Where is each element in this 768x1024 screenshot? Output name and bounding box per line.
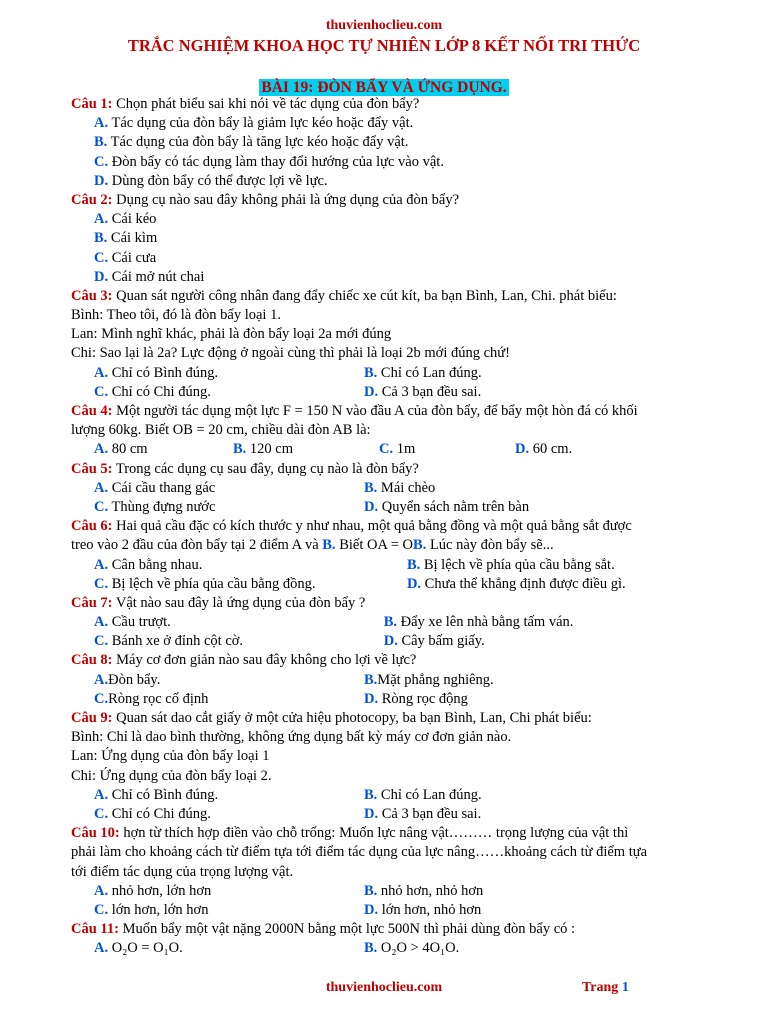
option-text: Quyển sách nằm trên bàn (381, 498, 530, 515)
option-text: Cầu trượt. (111, 614, 171, 631)
question-2 (71, 191, 731, 210)
option (71, 249, 731, 268)
question-7 (71, 594, 731, 613)
question-text: Quan sát người công nhân đang đẩy chiếc xe cút kít, ba bạn Bình, Lan, Chi. phát biểu: (112, 287, 617, 304)
option-text: Tác dụng của đòn bẩy là tăng lực kéo hoặc đẩy vật. (110, 134, 409, 151)
option-text: Thùng đựng nước (111, 498, 216, 515)
option-letter: B. (406, 556, 421, 573)
option-text: Ròng rọc cố định (108, 690, 209, 707)
option-letter: A. (94, 115, 109, 132)
option-letter: D. (364, 901, 379, 918)
option-row (71, 575, 731, 594)
option-letter: D. (94, 172, 109, 189)
option-text: Cái cưa (111, 249, 157, 266)
option-row (71, 440, 731, 459)
question-label: Câu 8: (71, 652, 113, 669)
text-segment: treo vào 2 đầu của đòn bẩy tại 2 điểm A và (71, 537, 323, 554)
option-text: Đẩy xe lên nhà bằng tấm ván. (400, 614, 574, 631)
option (71, 210, 731, 229)
option (71, 133, 731, 152)
option-letter: C. (94, 498, 109, 515)
option (71, 172, 731, 191)
option-text: nhỏ hơn, nhỏ hơn (380, 882, 484, 899)
option-text: 60 cm. (532, 441, 573, 458)
option-row (71, 939, 731, 958)
question-label: Câu 10: (71, 825, 120, 842)
option-text: Cái cầu thang gác (111, 479, 216, 496)
option-row (71, 479, 731, 498)
option-letter: C. (94, 901, 109, 918)
question-9 (71, 709, 731, 728)
option-text: Chỉ có Chi đúng. (111, 383, 211, 400)
option-text: Cái mở nút chai (111, 268, 205, 285)
option-text: Cả 3 bạn đều sai. (381, 805, 482, 822)
option-letter: A. (94, 479, 109, 496)
question-text-cont: tới điểm tác dụng của trọng lượng vật. (71, 863, 294, 880)
option-letter: D. (364, 498, 379, 515)
question-6 (71, 517, 731, 536)
option-letter: D. (515, 441, 530, 458)
option-text: lớn hơn, nhỏ hơn (381, 901, 482, 918)
option-letter: C. (94, 153, 109, 170)
option-text: Bị lệch về phía qủa cầu bằng sắt. (423, 556, 615, 573)
option-letter: B. (364, 786, 378, 803)
statement: Lan: Mình nghĩ khác, phải là đòn bẩy loại 2a mới đúng (71, 326, 392, 343)
option-letter: A. (94, 614, 109, 631)
option-letter: D. (406, 575, 422, 592)
option-text: Tác dụng của đòn bẩy là giảm lực kéo hoặc đẩy vật. (111, 115, 414, 132)
option-row (71, 690, 731, 709)
option-text: Cả 3 bạn đều sai. (381, 383, 482, 400)
question-5 (71, 460, 731, 479)
question-10 (71, 824, 731, 843)
option-row (71, 556, 731, 575)
question-list (71, 95, 731, 958)
option (71, 114, 731, 133)
statement: Bình: Theo tôi, đó là đòn bẩy loại 1. (71, 307, 281, 324)
option-letter: C. (94, 690, 109, 707)
question-text-cont: lượng 60kg. Biết OB = 20 cm, chiều dài đòn AB là: (71, 422, 371, 439)
question-text: Quan sát dao cắt giấy ở một cửa hiệu photocopy, ba bạn Bình, Lan, Chi phát biểu: (112, 710, 592, 726)
option-text: Chỉ có Bình đúng. (111, 364, 219, 381)
text-segment: Lúc này đòn bẩy sẽ... (426, 537, 554, 554)
option-text: Cân bằng nhau. (111, 556, 203, 573)
option-text: 80 cm (111, 441, 148, 458)
site-header[interactable]: thuvienhoclieu.com (325, 18, 443, 33)
question-label: Câu 11: (71, 921, 119, 938)
text-segment: B. (322, 537, 336, 554)
question-label: Câu 3: (71, 287, 113, 304)
statement: Lan: Ứng dụng của đòn bẩy loại 1 (71, 748, 270, 765)
statement: Chi: Sao lại là 2a? Lực động ở ngoài cùng thì phải là loại 2b mới đúng chứ! (71, 345, 510, 362)
option-row (71, 882, 731, 901)
option-text: Chỉ có Chi đúng. (111, 805, 211, 822)
question-text-cont: phải làm cho khoảng cách từ điểm tựa tới điểm tác dụng của lực nâng……khoảng cách từ điểm tựa (71, 844, 648, 861)
option-text: Chỉ có Bình đúng. (111, 786, 219, 803)
option-letter: D. (383, 633, 398, 650)
question-text: Vật nào sau đây là ứng dụng của đòn bẩy ? (112, 594, 366, 611)
option-row (71, 805, 731, 824)
page-number (582, 980, 629, 996)
option-letter: A. (94, 556, 109, 573)
option-letter: B. (364, 882, 378, 899)
option-text: Bánh xe ở đỉnh cột cờ. (111, 633, 244, 650)
option (71, 153, 731, 172)
option-letter: C. (94, 805, 109, 822)
footer-site-link[interactable]: thuvienhoclieu.com (325, 980, 443, 995)
option-text: Cái kéo (111, 211, 157, 228)
option-text: O₂O = O₁O. (111, 940, 183, 957)
option-row (71, 786, 731, 805)
option-text: Bị lệch về phía qủa cầu bằng đồng. (111, 575, 316, 592)
question-label: Câu 6: (71, 518, 113, 535)
page-title: TRẮC NGHIỆM KHOA HỌC TỰ NHIÊN LỚP 8 KẾT NỐI TRI THỨC (127, 36, 641, 55)
question-text: Chọn phát biểu sai khi nói về tác dụng của đòn bẩy? (112, 96, 420, 112)
text-segment: Biết OA = O (335, 537, 414, 554)
option-text: Chỉ có Lan đúng. (380, 364, 482, 381)
option-letter: B. (94, 134, 108, 151)
option-letter: B. (233, 441, 247, 458)
option (71, 229, 731, 248)
option-row (71, 901, 731, 920)
option-letter: D. (364, 690, 379, 707)
option-text: O₂O > 4O₁O. (380, 940, 460, 957)
option-row (71, 632, 731, 651)
option-text: Mặt phẳng nghiêng. (377, 671, 494, 688)
page-label: Trang (582, 980, 622, 995)
option-letter: C. (94, 633, 109, 650)
option-row (71, 613, 731, 632)
question-label: Câu 4: (71, 403, 113, 419)
option-text: nhỏ hơn, lớn hơn (111, 882, 212, 899)
question-text: hợn từ thích hợp điền vào chỗ trống: Muốn lực nâng vật……… trọng lượng của vật thì (119, 825, 629, 842)
question-4 (71, 402, 731, 421)
option (71, 268, 731, 287)
question-text: Muốn bẩy một vật nặng 2000N bằng một lực 500N thì phải dùng đòn bẩy có : (118, 921, 576, 938)
option-text: Ròng rọc động (381, 690, 468, 707)
option-letter: B. (364, 940, 378, 957)
option-letter: C. (94, 575, 109, 592)
question-label: Câu 2: (71, 191, 113, 208)
option-letter: D. (364, 383, 379, 400)
lesson-title-text: BÀI 19: ĐÒN BẨY VÀ ỨNG DỤNG. (261, 79, 507, 96)
question-label: Câu 7: (71, 594, 113, 611)
option-letter: C. (94, 249, 109, 266)
option-letter: C. (94, 383, 109, 400)
question-label: Câu 5: (71, 460, 113, 477)
question-1 (71, 95, 731, 114)
option-text: Chỉ có Lan đúng. (380, 786, 482, 803)
option-text: Cây bấm giấy. (401, 633, 485, 650)
option-letter: A. (94, 671, 109, 688)
question-text: Máy cơ đơn giản nào sau đây không cho lợi về lực? (112, 652, 417, 669)
option-text: Dùng đòn bẩy có thể được lợi về lực. (111, 172, 328, 189)
option-text: Đòn bẩy có tác dụng làm thay đổi hướng của lực vào vật. (111, 153, 444, 170)
option-row (71, 383, 731, 402)
option-text: Mái chèo (380, 479, 436, 496)
page-number-value: 1 (621, 980, 629, 995)
option-letter: D. (364, 805, 379, 822)
option-row (71, 671, 731, 690)
option-row (71, 364, 731, 383)
question-text: Hai quả cầu đặc có kích thước y như nhau, một quả bằng đồng và một quả bằng sắt được (112, 518, 632, 535)
option-letter: D. (94, 268, 109, 285)
statement: Bình: Chỉ là dao bình thường, không ứng dụng bất kỳ máy cơ đơn giản nào. (71, 729, 512, 746)
question-3 (71, 287, 731, 306)
option-letter: B. (94, 230, 108, 247)
question-text-cont (71, 536, 731, 555)
option-row (71, 498, 731, 517)
option-letter: B. (364, 364, 378, 381)
option-letter: A. (94, 211, 109, 228)
option-text: Cái kìm (110, 230, 158, 247)
question-text: Trong các dụng cụ sau đây, dụng cụ nào là đòn bẩy? (112, 460, 419, 477)
option-letter: B. (383, 614, 398, 631)
option-letter: B. (364, 671, 378, 688)
question-label: Câu 1: (71, 96, 113, 112)
option-letter: A. (94, 364, 109, 381)
question-text: Dụng cụ nào sau đây không phải là ứng dụng của đòn bẩy? (112, 191, 460, 208)
statement: Chi: Ứng dụng của đòn bẩy loại 2. (71, 767, 272, 784)
option-letter: A. (94, 786, 109, 803)
option-text: 1m (396, 441, 416, 458)
option-letter: A. (94, 882, 109, 899)
option-text: 120 cm (249, 441, 294, 458)
option-letter: A. (94, 441, 109, 458)
option-text: Chưa thể khẳng định được điều gì. (424, 575, 626, 592)
option-letter: B. (364, 479, 378, 496)
question-label: Câu 9: (71, 710, 113, 726)
option-letter: C. (379, 441, 394, 458)
text-segment: B. (413, 537, 427, 554)
question-8 (71, 651, 731, 670)
question-text: Một người tác dụng một lực F = 150 N vào đầu A của đòn bẩy, để bẩy một hòn đá có khối (112, 403, 638, 419)
option-text: Đòn bẩy. (108, 671, 161, 688)
option-letter: A. (94, 940, 109, 957)
question-11 (71, 920, 731, 939)
option-text: lớn hơn, lớn hơn (111, 901, 209, 918)
